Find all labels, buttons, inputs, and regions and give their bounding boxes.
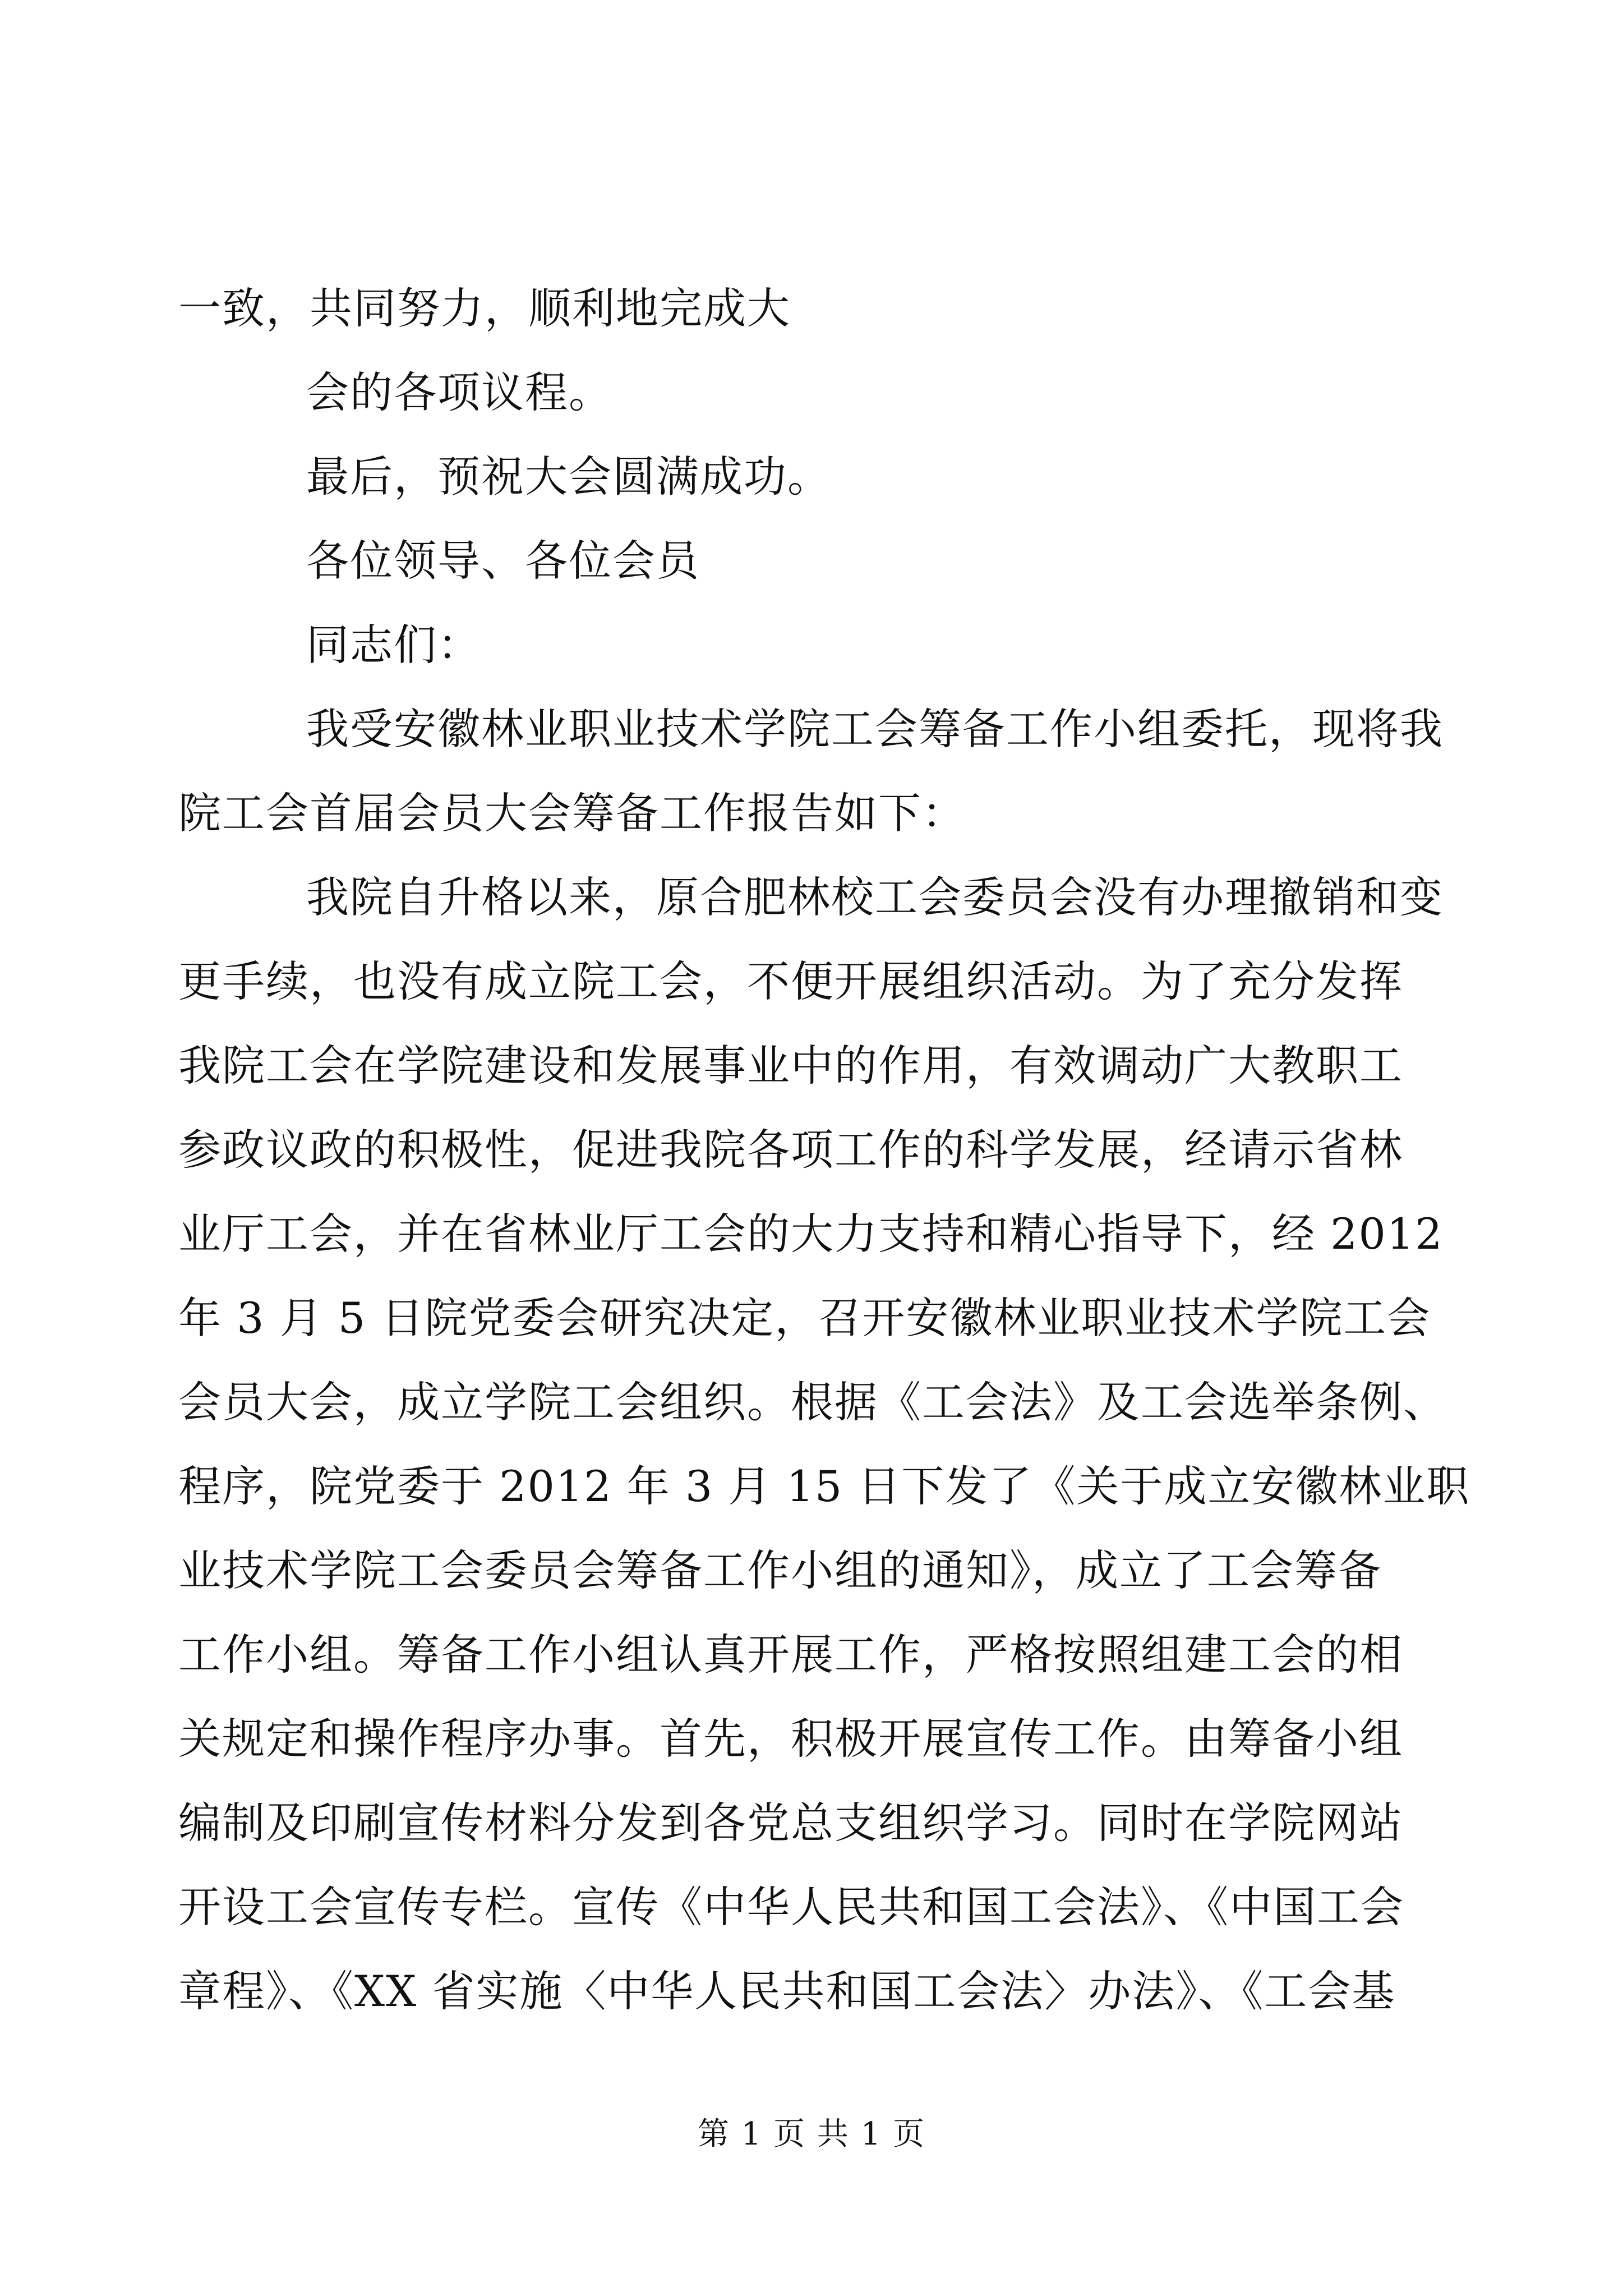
text-line: 会员大会，成立学院工会组织。根据《工会法》及工会选举条例、	[178, 1377, 1447, 1427]
text-line: 参政议政的积极性，促进我院各项工作的科学发展，经请示省林	[178, 1125, 1403, 1175]
text-line: 我受安徽林业职业技术学院工会筹备工作小组委托，现将我	[306, 704, 1444, 754]
text-line: 业厅工会，并在省林业厅工会的大力支持和精心指导下，经 2012	[178, 1209, 1444, 1259]
text-line: 各位领导、各位会员	[306, 536, 700, 586]
text-line: 开设工会宣传专栏。宣传《中华人民共和国工会法》、《中国工会	[178, 1882, 1404, 1932]
text-line: 程序，院党委于 2012 年 3 月 15 日下发了《关于成立安徽林业职	[178, 1461, 1470, 1511]
text-line: 一致，共同努力，顺利地完成大	[178, 283, 791, 333]
document-body	[178, 266, 1470, 2033]
page-number-footer: 第 1 页 共 1 页	[697, 2116, 926, 2152]
text-line: 工作小组。筹备工作小组认真开展工作，严格按照组建工会的相	[178, 1630, 1403, 1680]
text-line: 我院工会在学院建设和发展事业中的作用，有效调动广大教职工	[178, 1041, 1403, 1091]
text-line: 会的各项议程。	[306, 367, 612, 417]
text-line: 院工会首届会员大会筹备工作报告如下：	[178, 788, 966, 838]
text-line: 我院自升格以来，原合肥林校工会委员会没有办理撤销和变	[306, 872, 1444, 922]
text-line: 同志们：	[306, 620, 481, 670]
text-line: 编制及印刷宣传材料分发到各党总支组织学习。同时在学院网站	[178, 1798, 1403, 1848]
text-line: 关规定和操作程序办事。首先，积极开展宣传工作。由筹备小组	[178, 1714, 1403, 1764]
text-line: 业技术学院工会委员会筹备工作小组的通知》，成立了工会筹备	[178, 1545, 1382, 1595]
text-line: 最后，预祝大会圆满成功。	[306, 452, 831, 501]
text-line: 章程》、《XX 省实施〈中华人民共和国工会法〉办法》、《工会基	[178, 1966, 1396, 2016]
text-line: 更手续，也没有成立院工会，不便开展组织活动。为了充分发挥	[178, 956, 1403, 1006]
text-line: 年 3 月 5 日院党委会研究决定，召开安徽林业职业技术学院工会	[178, 1293, 1431, 1343]
